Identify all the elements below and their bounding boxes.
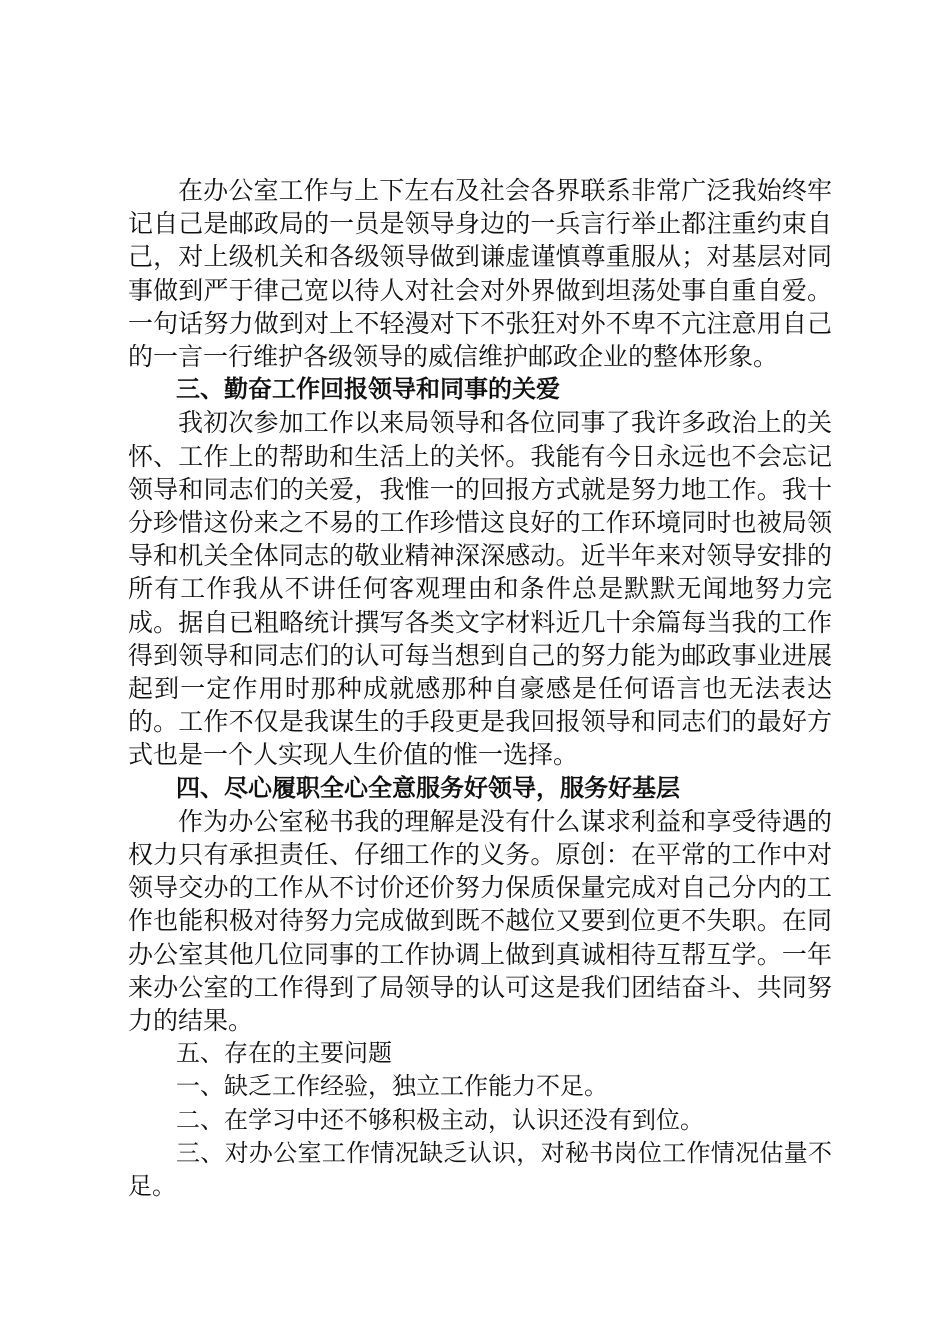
section-heading-four: 四、尽心履职全心全意服务好领导，服务好基层 <box>176 773 680 802</box>
document-body <box>128 174 832 1203</box>
paragraph-office-conduct: 在办公室工作与上下左右及社会各界联系非常广泛我始终牢记自己是邮政局的一员是领导身边的一兵言行举止都注重约束自己，对上级机关和各级领导做到谦虚谨慎尊重服从；对基层对同事做到严于律己宽以待人对社会对外界做到坦荡处事自重自爱。一句话努力做到对上不轻漫对下不张狂对外不卑不亢注意用自己的一言一行维护各级领导的威信维护邮政企业的整体形象。 <box>128 176 832 372</box>
section-heading-five: 五、存在的主要问题 <box>176 1039 392 1068</box>
section-heading-three: 三、勤奋工作回报领导和同事的关爱 <box>176 375 560 404</box>
paragraph-duty: 作为办公室秘书我的理解是没有什么谋求利益和享受待遇的权力只有承担责任、仔细工作的义务。原创：在平常的工作中对领导交办的工作从不讨价还价努力保质保量完成对自己分内的工作也能积极对待努力完成做到既不越位又要到位更不失职。在同办公室其他几位同事的工作协调上做到真诚相待互帮互学。一年来办公室的工作得到了局领导的认可这是我们团结奋斗、共同努力的结果。 <box>128 806 832 1036</box>
problem-item-3: 三、对办公室工作情况缺乏认识，对秘书岗位工作情况估量不足。 <box>128 1138 832 1201</box>
problem-item-1: 一、缺乏工作经验，独立工作能力不足。 <box>176 1072 608 1101</box>
problem-item-2: 二、在学习中还不够积极主动，认识还没有到位。 <box>176 1105 704 1134</box>
paragraph-repay-care: 我初次参加工作以来局领导和各位同事了我许多政治上的关怀、工作上的帮助和生活上的关怀。我能有今日永远也不会忘记领导和同志们的关爱，我惟一的回报方式就是努力地工作。我十分珍惜这份来之不易的工作珍惜这良好的工作环境同时也被局领导和机关全体同志的敬业精神深深感动。近半年来对领导安排的所有工作我从不讲任何客观理由和条件总是默默无闻地努力完成。据自已粗略统计撰写各类文字材料近几十余篇每当我的工作得到领导和同志们的认可每当想到自己的努力能为邮政事业进展起到一定作用时那种成就感那种自豪感是任何语言也无法表达的。工作不仅是我谋生的手段更是我回报领导和同志们的最好方式也是一个人实现人生价值的惟一选择。 <box>128 408 832 770</box>
